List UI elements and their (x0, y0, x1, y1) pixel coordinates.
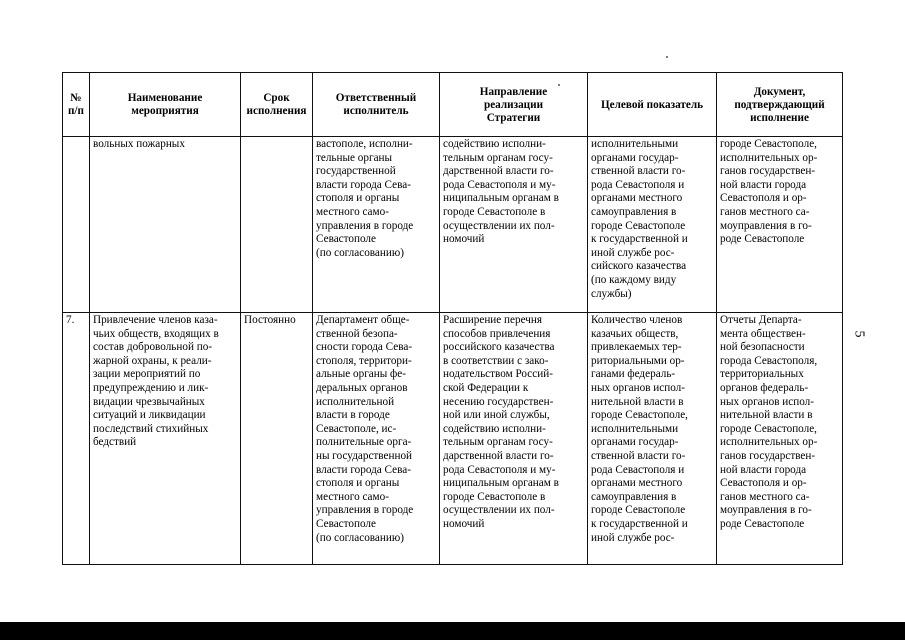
header-term: Срок исполнения (241, 73, 313, 137)
row-indicator: исполнительными органами государ- ственной власти го- рода Севастополя и органами местного самоуправления в городе Севастополе к государственной и иной службе рос- сийского казачества (по каждому виду службы) (588, 137, 717, 313)
row-indicator: Количество членов казачьих обществ, привлекаемых тер- риториальными ор- ганами федераль- ных органов испол- нительной власти в городе Севастополе, исполнительными органами государ- ственной власти го- рода Севастополя и органами местного самоуправления в городе Севастополе к государственной и иной службе рос- (588, 313, 717, 565)
header-row (63, 73, 843, 137)
activities-table (62, 72, 843, 565)
row-name: вольных пожарных (90, 137, 241, 313)
scan-bottom-edge (0, 622, 905, 640)
row-direction: содействию исполни- тельным органам госу- дарственной власти го- рода Севастополя и му- ниципальным органам в городе Севастополе в осуществлении их пол- номочий (440, 137, 588, 313)
header-name: Наименование мероприятия (90, 73, 241, 137)
row-name: Привлечение членов каза- чьих обществ, входящих в состав добровольной по- жарной охраны, к реали- зации мероприятий по предупреждению и лик- видации чрезвычайных ситуаций и ликвидации последствий стихийных бедствий (90, 313, 241, 565)
header-indicator: Целевой показатель (588, 73, 717, 137)
scan-speck (666, 56, 668, 58)
table-row (63, 137, 843, 313)
table-row (63, 313, 843, 565)
header-direction: Направление реализации Стратегии (440, 73, 588, 137)
page-number: 5 (851, 330, 867, 338)
row-num (63, 137, 90, 313)
row-document: городе Севастополе, исполнительных ор- ганов государствен- ной власти города Севастополя и ор- ганов местного са- моуправления в го- роде Севастополе (717, 137, 843, 313)
scan-speck (558, 84, 560, 86)
header-responsible: Ответственный исполнитель (313, 73, 440, 137)
row-responsible: Департамент обще- ственной безопа- сности города Сева- стополя, территори- альные органы фе- деральных органов исполнительной власти в городе Севастополе, ис- полнительные орга- ны государственной власти города Сева- стополя и органы местного само- управления в городе Севастополе (по согласованию) (313, 313, 440, 565)
row-document: Отчеты Департа- мента обществен- ной безопасности города Севастополя, территориальных органов федераль- ных органов испол- нительной власти в городе Севастополе, исполнительных ор- ганов государствен- ной власти города Севастополя и ор- ганов местного са- моуправления в го- роде Севастополе (717, 313, 843, 565)
row-term: Постоянно (241, 313, 313, 565)
header-num: № п/п (63, 73, 90, 137)
row-term (241, 137, 313, 313)
row-responsible: вастополе, исполни- тельные органы государственной власти города Сева- стополя и органы местного само- управления в городе Севастополе (по согласованию) (313, 137, 440, 313)
header-document: Документ, подтверждающий исполнение (717, 73, 843, 137)
row-num: 7. (63, 313, 90, 565)
row-direction: Расширение перечня способов привлечения российского казачества в соответствии с зако- нодательством Россий- ской Федерации к несению государствен- ной или иной службы, содействию исполни- тельным органам госу- дарственной власти го- рода Севастополя и му- ниципальным органам в городе Севастополе в осуществлении их пол- номочий (440, 313, 588, 565)
